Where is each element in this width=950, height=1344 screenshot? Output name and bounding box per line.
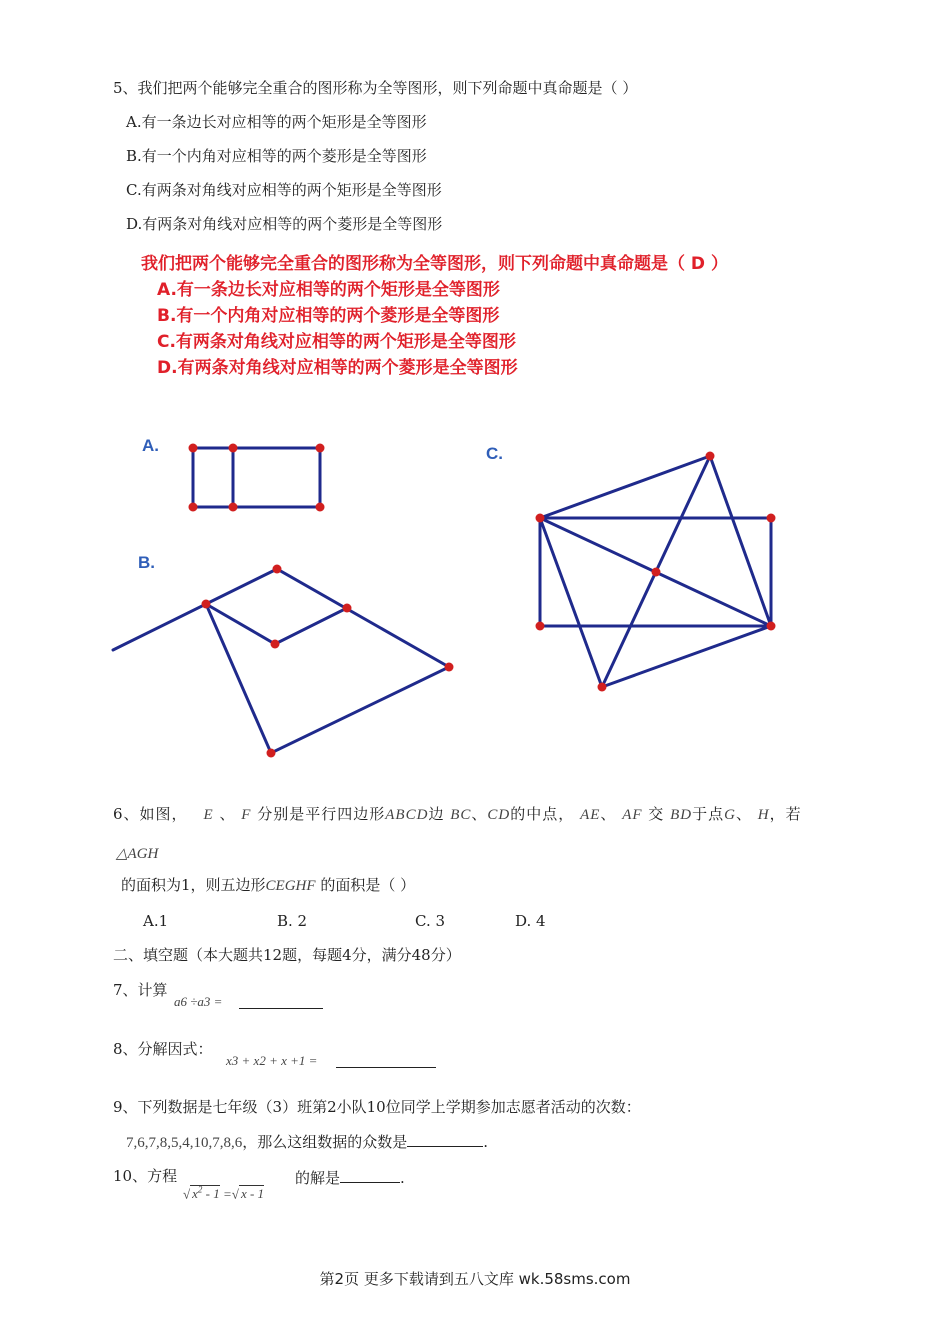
q8-answer-blank [336, 1051, 436, 1073]
q6-cd: CD [487, 807, 511, 823]
q10-label: 10、方程 [113, 1167, 178, 1185]
q5-option-d: D.有两条对角线对应相等的两个菱形是全等图形 [126, 215, 443, 233]
answer-option-b: B.有一个内角对应相等的两个菱形是全等图形 [157, 306, 500, 326]
q10-answer-blank [340, 1166, 400, 1183]
q6-ae: AE [580, 807, 601, 823]
section2-heading: 二、填空题（本大题共12题，每题4分，满分48分） [113, 946, 461, 964]
q6-g: G [724, 807, 736, 823]
q5-stem: 5、我们把两个能够完全重合的图形称为全等图形，则下列命题中真命题是（ ） [113, 79, 638, 97]
q6-num: 6、如图， [113, 805, 188, 823]
q6-triangle-agh: △AGH [116, 846, 159, 862]
q6-text3: 的中点， [510, 805, 575, 823]
q9-answer-blank [407, 1130, 483, 1147]
answer-option-a: A.有一条边长对应相等的两个矩形是全等图形 [157, 280, 500, 300]
q9-end: . [483, 1133, 489, 1151]
q6-text5: 于点 [692, 805, 725, 823]
q7-label: 7、计算 [113, 981, 168, 999]
q6-line3b: 的面积是（ ） [320, 876, 416, 894]
q7-answer-blank [239, 992, 323, 1014]
q5-option-c: C.有两条对角线对应相等的两个矩形是全等图形 [126, 181, 442, 199]
q6-option-c: C. 3 [415, 912, 446, 930]
q10-tail: 的解是 [295, 1169, 341, 1187]
q6-line3a: 的面积为1，则五边形 [121, 876, 266, 894]
q6-sep4: 、 [735, 805, 752, 823]
answer-stem: 我们把两个能够完全重合的图形称为全等图形，则下列命题中真命题是（ D ） [141, 254, 728, 274]
q9-data: 7,6,7,8,5,4,10,7,8,6 [126, 1135, 243, 1151]
q8-label: 8、分解因式： [113, 1040, 213, 1058]
q6-option-d: D. 4 [515, 912, 546, 930]
q6-text2: 边 [428, 805, 445, 823]
q6-option-a: A.1 [143, 912, 169, 930]
q6-text6: ，若 [769, 805, 802, 823]
q10-equation: √ $x^2 - 1$ =√ x - 1 [183, 1185, 265, 1202]
figure-label-c: C. [486, 444, 503, 463]
q10-tail-line [295, 1166, 405, 1188]
figure-label-b: B. [138, 553, 155, 572]
q8-expression: x3 + x2 + x +1 = [226, 1053, 318, 1068]
figure-a-rectangles [193, 448, 320, 507]
q5-option-a: A.有一条边长对应相等的两个矩形是全等图形 [126, 113, 427, 131]
q6-af: AF [622, 807, 643, 823]
q9-tail: ，那么这组数据的众数是 [242, 1133, 408, 1151]
q6-point-f: F [241, 807, 252, 823]
q9-data-line [126, 1130, 488, 1153]
q6-line3 [121, 875, 415, 896]
q10-end: . [400, 1169, 405, 1187]
answer-option-c: C.有两条对角线对应相等的两个矩形是全等图形 [157, 332, 516, 352]
q6-bd: BD [670, 807, 693, 823]
q6-point-e: E [203, 807, 214, 823]
q7-expression: a6 ÷a3 = [174, 994, 223, 1009]
figure-b-rhombuses [113, 569, 449, 753]
q6-h: H [757, 807, 770, 823]
q6-sep2: 、 [471, 805, 488, 823]
q6-sep1: 、 [219, 805, 236, 823]
q6-bc: BC [450, 807, 472, 823]
q9-stem: 9、下列数据是七年级（3）班第2小队10位同学上学期参加志愿者活动的次数： [113, 1098, 641, 1116]
q6-option-b: B. 2 [277, 912, 308, 930]
q5-option-b: B.有一个内角对应相等的两个菱形是全等图形 [126, 147, 427, 165]
q6-text4: 交 [648, 805, 665, 823]
page-footer: 第2页 更多下载请到五八文库 wk.58sms.com [319, 1270, 631, 1288]
answer-option-d: D.有两条对角线对应相等的两个菱形是全等图形 [157, 358, 518, 378]
q6-line1 [113, 804, 802, 825]
figure-label-a: A. [142, 436, 159, 455]
q6-abcd: ABCD [385, 807, 429, 823]
q6-sep3: 、 [600, 805, 617, 823]
q6-ceghf: CEGHF [265, 878, 316, 894]
q6-text1: 分别是平行四边形 [257, 805, 386, 823]
